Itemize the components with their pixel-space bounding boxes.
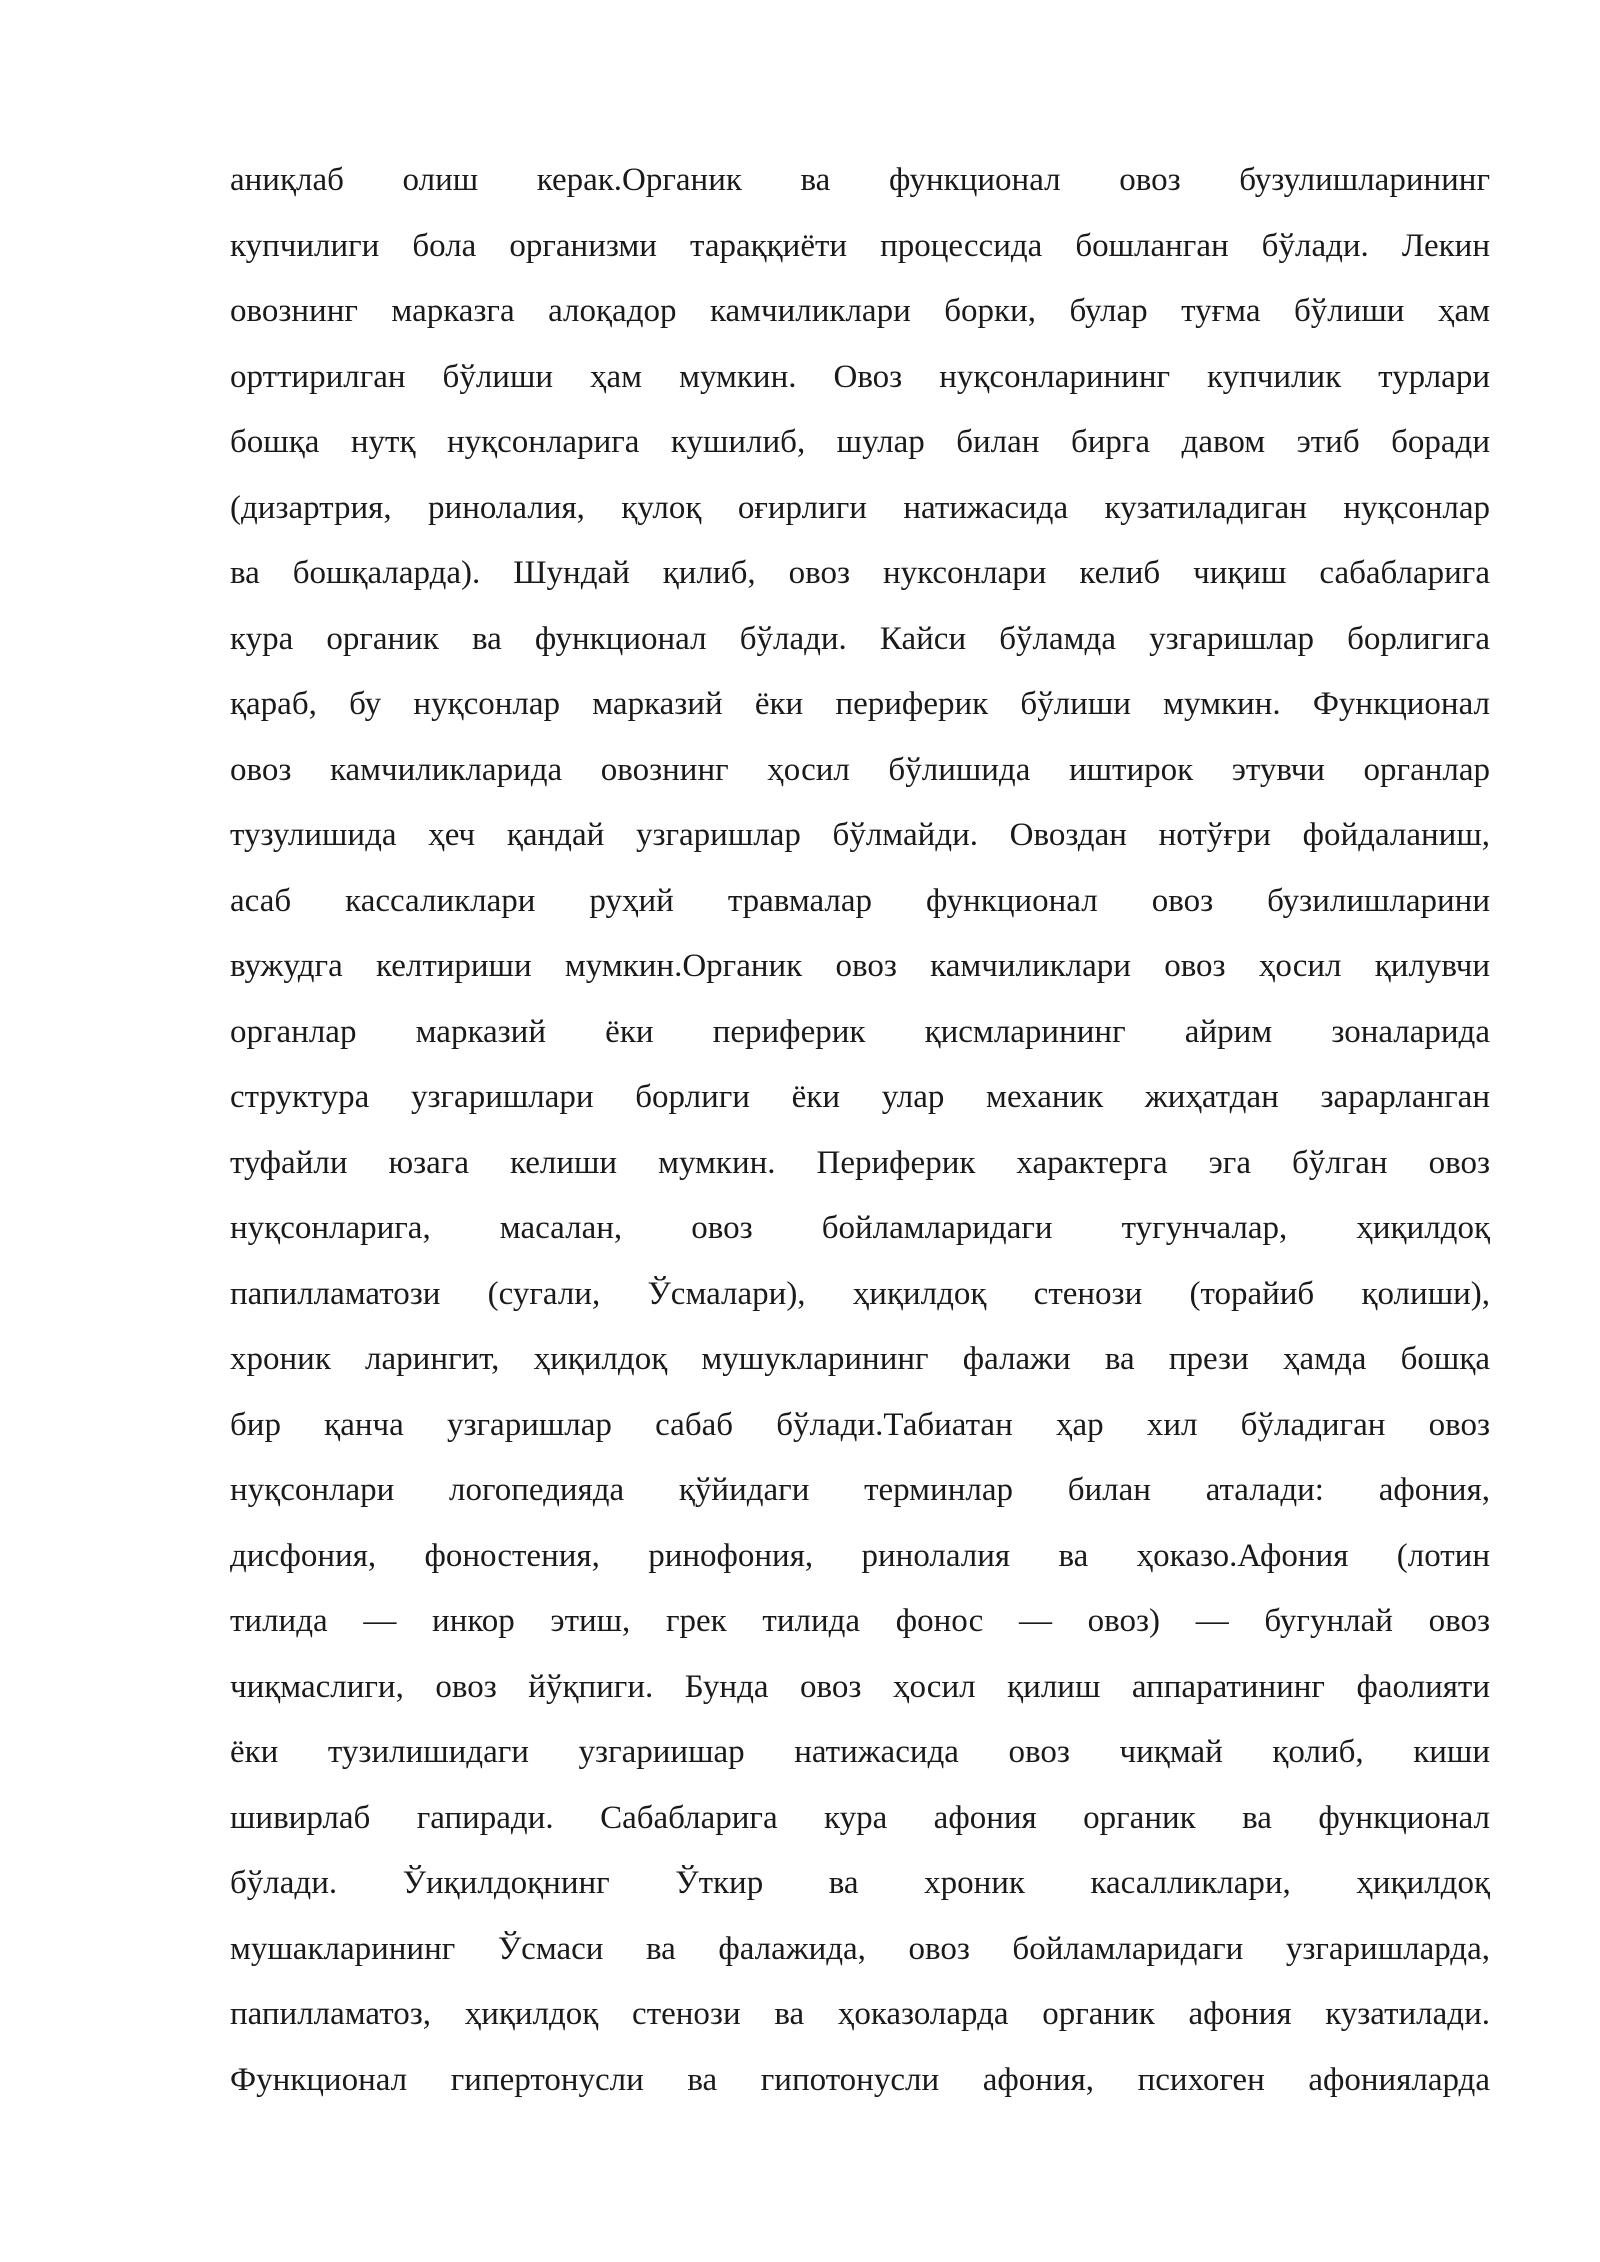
text-line: хроник ларингит, ҳиқилдоқ мушукларининг фалажи ва прези ҳамда бошқа <box>230 1341 1490 1377</box>
text-line: қараб, бу нуқсонлар марказий ёки периферик бўлиши мумкин. Функционал <box>230 686 1490 722</box>
text-line: аниқлаб олиш керак.Органик ва функционал овоз бузулишларининг <box>230 162 1490 198</box>
text-line: шивирлаб гапиради. Сабабларига кура афония органик ва функционал <box>230 1799 1490 1836</box>
text-line: нуқсонларига, масалан, овоз бойламларидаги тугунчалар, ҳиқилдоқ <box>230 1210 1490 1246</box>
text-line: (дизартрия, ринолалия, қулоқ оғирлиги натижасида кузатиладиган нуқсонлар <box>230 489 1490 526</box>
text-line: мушакларининг Ўсмаси ва фалажида, овоз бойламларидаги узгаришларда, <box>230 1930 1490 1967</box>
text-line: структура узгаришлари борлиги ёки улар механик жиҳатдан зарарланган <box>230 1079 1490 1115</box>
text-line: орттирилган бўлиши ҳам мумкин. Овоз нуқсонларининг купчилик турлари <box>230 358 1490 395</box>
text-line: кура органик ва функционал бўлади. Кайси бўламда узгаришлар борлигига <box>230 620 1490 657</box>
text-line: овознинг марказга алоқадор камчиликлари борки, булар туғма бўлиши ҳам <box>230 293 1490 329</box>
text-line: овоз камчиликларида овознинг ҳосил бўлишида иштирок этувчи органлар <box>230 751 1490 788</box>
text-line: папилламатоз, ҳиқилдоқ стенози ва ҳоказоларда органик афония кузатилади. <box>230 1996 1490 2032</box>
text-line: бошқа нутқ нуқсонларига кушилиб, шулар билан бирга давом этиб боради <box>230 424 1490 460</box>
body-text <box>230 148 1490 2113</box>
text-line: чиқмаслиги, овоз йўқпиги. Бунда овоз ҳосил қилиш аппаратининг фаолияти <box>230 1668 1490 1705</box>
text-line: купчилиги бола организми тараққиёти процессида бошланган бўлади. Лекин <box>230 227 1490 264</box>
text-line: органлар марказий ёки периферик қисмларининг айрим зоналарида <box>230 1013 1490 1050</box>
text-line: папилламатози (сугали, Ўсмалари), ҳиқилдоқ стенози (торайиб қолиши), <box>230 1275 1490 1312</box>
text-line: тилида — инкор этиш, грек тилида фонос — овоз) — бугунлай овоз <box>230 1603 1490 1639</box>
text-line: туфайли юзага келиши мумкин. Периферик характерга эга бўлган овоз <box>230 1144 1490 1181</box>
text-line: бўлади. Ўиқилдоқнинг Ўткир ва хроник касалликлари, ҳиқилдоқ <box>230 1865 1490 1901</box>
text-line: ёки тузилишидаги узгариишар натижасида овоз чиқмай қолиб, киши <box>230 1734 1490 1770</box>
text-line: ва бошқаларда). Шундай қилиб, овоз нуксонлари келиб чиқиш сабабларига <box>230 555 1490 591</box>
text-line: вужудга келтириши мумкин.Органик овоз камчиликлари овоз ҳосил қилувчи <box>230 948 1490 984</box>
text-line: нуқсонлари логопедияда қўйидаги терминлар билан аталади: афония, <box>230 1472 1490 1508</box>
text-line: бир қанча узгаришлар сабаб бўлади.Табиатан ҳар хил бўладиган овоз <box>230 1406 1490 1443</box>
text-line: Функционал гипертонусли ва гипотонусли афония, психоген афонияларда <box>230 2061 1490 2098</box>
text-line: асаб кассаликлари руҳий травмалар функционал овоз бузилишларини <box>230 882 1490 919</box>
text-line: дисфония, фоностения, ринофония, ринолалия ва ҳоказо.Афония (лотин <box>230 1537 1490 1574</box>
text-line: тузулишида ҳеч қандай узгаришлар бўлмайди. Овоздан нотўғри фойдаланиш, <box>230 817 1490 853</box>
